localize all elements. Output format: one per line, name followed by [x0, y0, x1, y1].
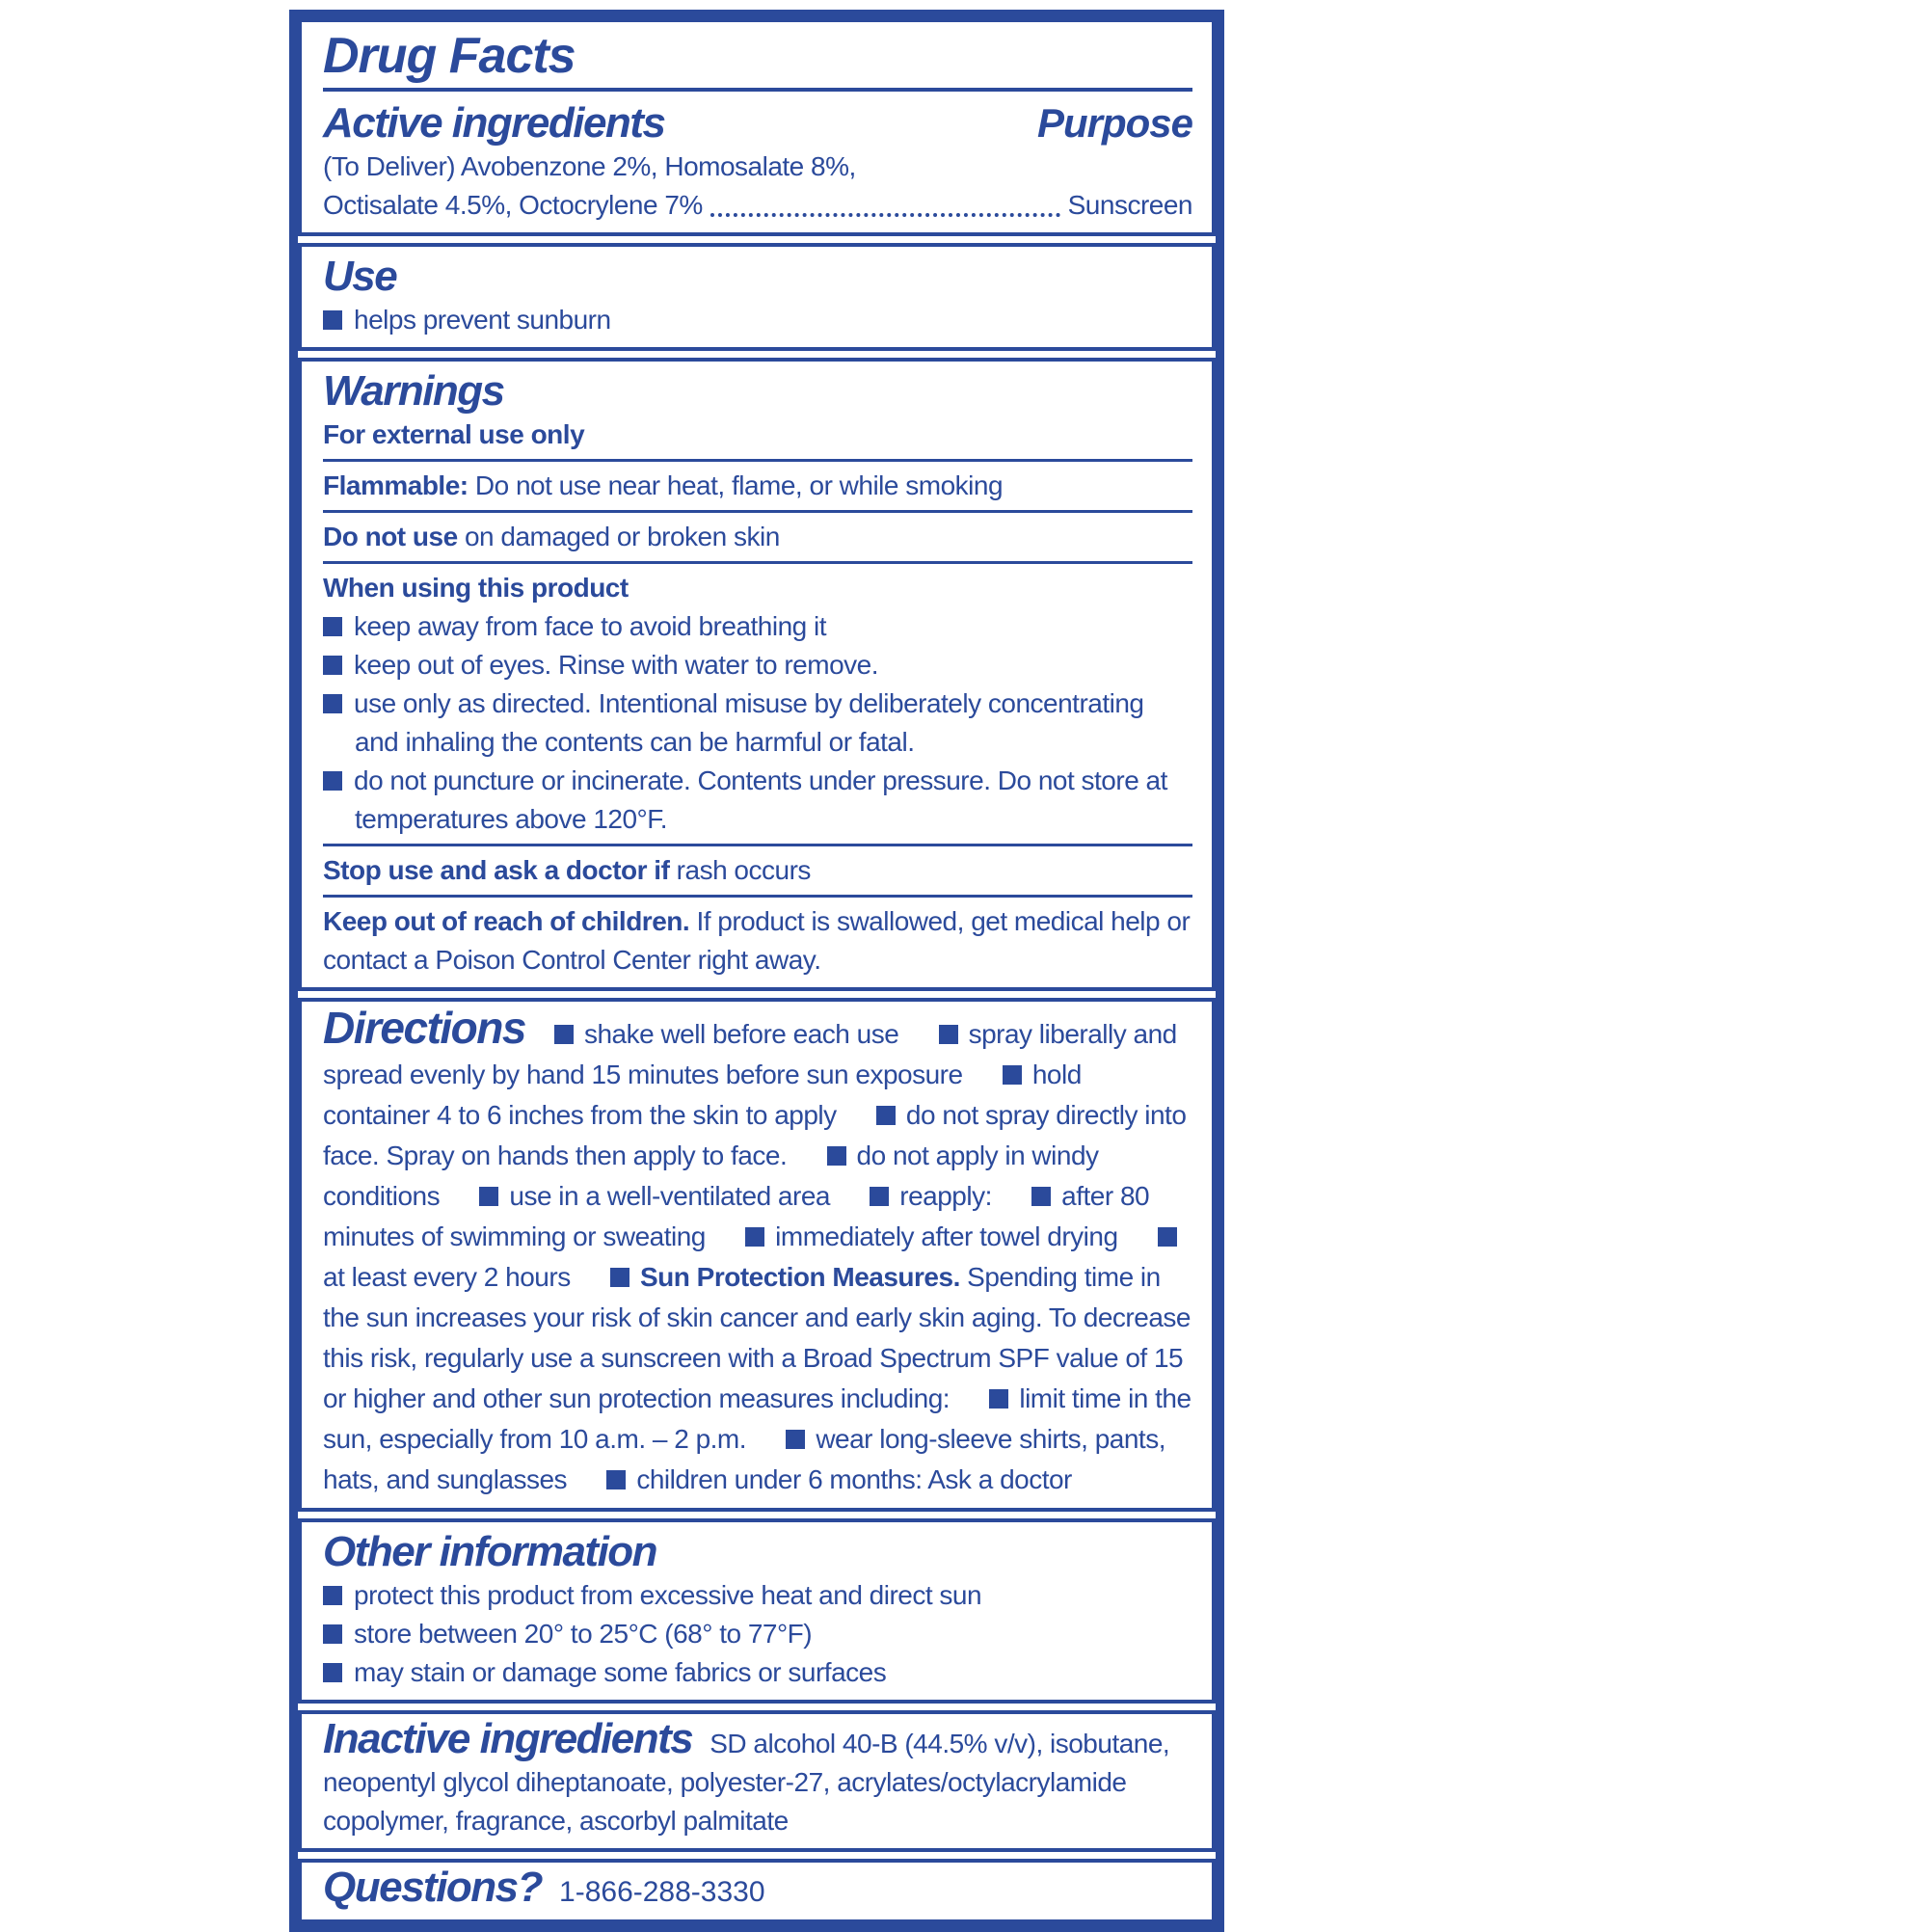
inactive-ingredients-flow: [323, 1715, 1192, 1840]
questions-phone: 1-866-288-3330: [559, 1876, 765, 1908]
square-bullet-icon: [870, 1187, 889, 1206]
square-bullet-icon: [786, 1430, 805, 1449]
bullet-item: protect this product from excessive heat and direct sun: [323, 1576, 1192, 1615]
direction-item: Sun Protection Measures. Spending time in the sun increases your risk of skin cancer and early skin aging. To decrease this risk, regularly use a sunscreen with a Broad Spectrum SPF value of 15 or higher and other sun protection measures including:: [323, 1262, 1191, 1413]
direction-item: do not apply in windy conditions: [323, 1140, 1099, 1211]
bullet-item: keep out of eyes. Rinse with water to remove.: [323, 646, 1192, 684]
square-bullet-icon: [610, 1268, 629, 1287]
flammable-label: Flammable:: [323, 470, 469, 500]
direction-item: hold container 4 to 6 inches from the skin to apply: [323, 1060, 1082, 1130]
direction-item: reapply:: [870, 1181, 992, 1211]
active-ingredients-heading: Active ingredients: [323, 99, 665, 147]
directions-heading: Directions: [323, 1003, 525, 1053]
direction-item: do not spray directly into face. Spray on hands then apply to face.: [323, 1100, 1187, 1170]
square-bullet-icon: [606, 1470, 626, 1489]
purpose-heading: Purpose: [1036, 100, 1192, 146]
section-inactive-ingredients: [298, 1710, 1216, 1852]
drug-facts-label: [289, 10, 1224, 1932]
bullet-item: keep away from face to avoid breathing it: [323, 607, 1192, 646]
flammable-text: Do not use near heat, flame, or while smoking: [468, 470, 1004, 500]
square-bullet-icon: [1003, 1065, 1022, 1085]
do-not-use-text: on damaged or broken skin: [457, 522, 780, 551]
warnings-heading: Warnings: [323, 367, 504, 415]
do-not-use-label: Do not use: [323, 522, 458, 551]
warnings-divider: [323, 459, 1192, 462]
keep-out-label: Keep out of reach of children.: [323, 906, 690, 936]
square-bullet-icon: [827, 1146, 846, 1166]
inactive-ingredients-heading: Inactive ingredients: [323, 1715, 693, 1762]
square-bullet-icon: [1031, 1187, 1051, 1206]
direction-item: spray liberally and spread evenly by hand 15 minutes before sun exposure: [323, 1019, 1177, 1089]
direction-item: at least every 2 hours: [323, 1221, 1188, 1292]
square-bullet-icon: [876, 1106, 896, 1125]
square-bullet-icon: [939, 1025, 958, 1044]
use-list: [323, 301, 1192, 339]
active-purpose-header-row: [323, 99, 1192, 148]
square-bullet-icon: [479, 1187, 498, 1206]
section-active-ingredients: [298, 18, 1216, 236]
stop-use-label: Stop use and ask a doctor if: [323, 855, 670, 885]
purpose-value: Sunscreen: [1067, 190, 1192, 220]
other-information-heading: Other information: [323, 1528, 657, 1575]
title-divider: [323, 88, 1192, 92]
section-questions: [298, 1859, 1216, 1923]
direction-item: use in a well-ventilated area: [479, 1181, 830, 1211]
section-use: [298, 243, 1216, 351]
bullet-item: may stain or damage some fabrics or surfaces: [323, 1653, 1192, 1692]
questions-heading: Questions?: [323, 1864, 543, 1911]
do-not-use-row: [323, 518, 1192, 556]
bullet-item: do not puncture or incinerate. Contents under pressure. Do not store at temperatures above 120°F.: [323, 762, 1192, 839]
stop-use-row: [323, 851, 1192, 890]
bullet-item: store between 20° to 25°C (68° to 77°F): [323, 1615, 1192, 1653]
direction-item: shake well before each use: [554, 1019, 898, 1049]
square-bullet-icon: [989, 1389, 1008, 1409]
when-using-list: [323, 607, 1192, 839]
inactive-ingredients-text: SD alcohol 40-B (44.5% v/v), isobutane, neopentyl glycol diheptanoate, polyester-27, acrylates/octylacrylamide copolymer, fragrance, ascorbyl palmitate: [323, 1729, 1170, 1836]
active-ingredients-names: Octisalate 4.5%, Octocrylene 7%: [323, 190, 703, 220]
when-using-heading: When using this product: [323, 573, 629, 603]
warnings-divider: [323, 844, 1192, 846]
external-use-only: For external use only: [323, 419, 585, 449]
square-bullet-icon: [554, 1025, 574, 1044]
directions-flow: [323, 1003, 1192, 1500]
keep-out-row: [323, 902, 1192, 979]
bullet-item: use only as directed. Intentional misuse by deliberately concentrating and inhaling the contents can be harmful or fatal.: [323, 684, 1192, 762]
keep-out-text: If product is swallowed, get medical help or contact a Poison Control Center right away.: [323, 906, 1191, 975]
questions-row: [323, 1864, 1192, 1912]
active-ingredients-line1: (To Deliver) Avobenzone 2%, Homosalate 8%,: [323, 151, 856, 181]
direction-item: wear long-sleeve shirts, pants, hats, and sunglasses: [323, 1424, 1165, 1494]
bullet-item: helps prevent sunburn: [323, 301, 1192, 339]
use-heading: Use: [323, 253, 397, 300]
flammable-row: [323, 467, 1192, 505]
stop-use-text: rash occurs: [669, 855, 811, 885]
section-other-information: [298, 1518, 1216, 1704]
direction-item: immediately after towel drying: [745, 1221, 1117, 1251]
drug-facts-title: Drug Facts: [323, 28, 576, 84]
direction-item: after 80 minutes of swimming or sweating: [323, 1181, 1150, 1251]
dotted-leader: [710, 213, 1060, 217]
square-bullet-icon: [1158, 1227, 1177, 1247]
section-directions: [298, 998, 1216, 1512]
section-warnings: [298, 358, 1216, 991]
direction-item: children under 6 months: Ask a doctor: [606, 1464, 1072, 1494]
directions-items: [323, 1019, 1192, 1494]
warnings-divider: [323, 561, 1192, 564]
other-information-list: [323, 1576, 1192, 1692]
direction-item: limit time in the sun, especially from 10 a.m. – 2 p.m.: [323, 1383, 1192, 1454]
square-bullet-icon: [745, 1227, 764, 1247]
warnings-divider: [323, 510, 1192, 513]
active-ingredients-line2: [323, 186, 1192, 225]
warnings-divider: [323, 895, 1192, 898]
